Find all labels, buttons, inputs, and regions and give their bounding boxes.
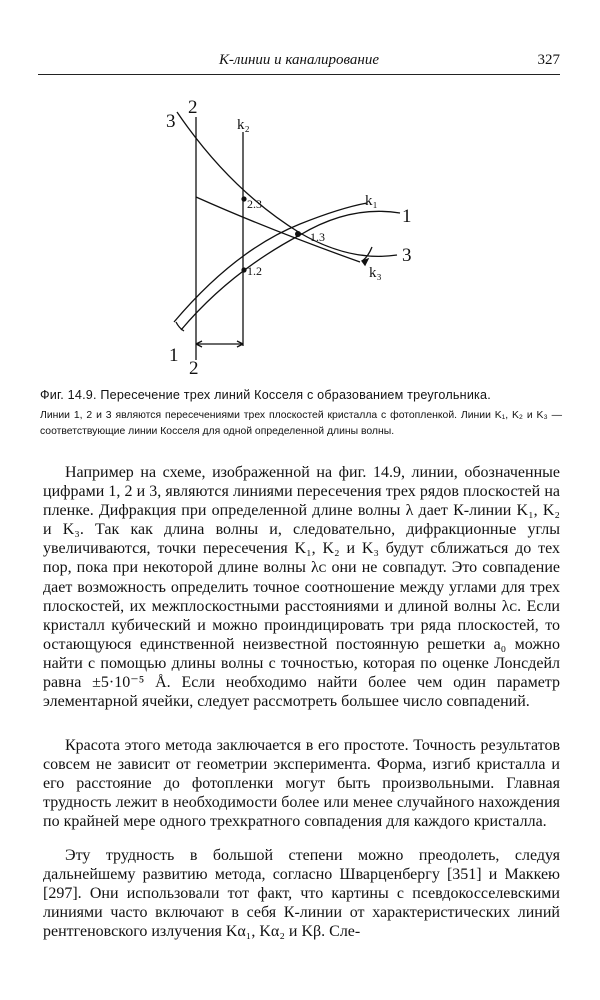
page-number: 327 <box>537 52 560 68</box>
label-line1-bottom: 1 <box>169 345 179 366</box>
label-k2: k₂ <box>237 117 250 133</box>
label-line2-bottom: 2 <box>189 358 199 379</box>
label-line3-right: 3 <box>402 245 412 266</box>
paragraph-1-text: Например на схеме, изображенной на фиг. 14.9, линии, обозначенные цифрами 1, 2 и 3, являются линиями пересечения трех рядов плоскостей на пленке. Дифракция при определенной длине волны λ дает К-линии K₁, K₂ и K₃. Так как длина волны и, следовательно, дифракционные углы увеличиваются, точки пересечения K₁, K₂ и K₃ будут сближаться до тех пор, пока при некоторой длине волны λᴄ они не совпадут. Это совпадение дает возможность определить точное соотношение между углами для трех плоскостей, их межплоскостными расстояниями и длиной волны λᴄ. Если кристалл кубический и можно проиндицировать три ряда плоскостей, то остающуюся единственной неизвестной постоянную решетки a₀ можно найти с помощью длины волны с точностью, которая по оценке Лонсдейл равна ±5·10⁻⁵ Å. Если необходимо найти более чем один параметр элементарной ячейки, следует рассмотреть большее число совпадений. <box>43 464 560 711</box>
figure-caption-title: Фиг. 14.9. Пересечение трех линий Косселя с образованием треугольника. <box>40 388 491 402</box>
label-k3: k₃ <box>369 265 382 281</box>
paragraph-3 <box>43 846 560 941</box>
paragraph-2-text: Красота этого метода заключается в его простоте. Точность результатов совсем не зависит от геометрии эксперимента. Форма, изгиб кристалла и его расстояние до фотопленки могут быть произвольными. Главная трудность лежит в необходимости более или менее случайного нахождения по крайней мере одного трехкратного совпадения для каждого кристалла. <box>43 737 560 831</box>
running-title: К-линии и каналирование <box>218 52 380 68</box>
label-k1: k₁ <box>365 193 378 209</box>
label-line3-top: 3 <box>166 111 176 132</box>
line-1 <box>181 211 400 330</box>
figure-caption-description: Линии 1, 2 и 3 являются пересечениями трех плоскостей кристалла с фотопленкой. Линии K₁, K₂ и K₃ — соответствующие линии Косселя для одной определенной длины волны. <box>40 410 562 437</box>
arrow-k1-1 <box>176 322 184 331</box>
label-point-2-3: 2.3 <box>247 197 262 211</box>
label-point-1-2: 1.2 <box>247 264 262 278</box>
paragraph-1 <box>43 463 560 711</box>
label-point-1-3: 1.3 <box>310 230 325 244</box>
line-k3 <box>196 197 360 262</box>
point-1-3 <box>295 231 301 237</box>
paragraph-3-text: Эту трудность в большой степени можно преодолеть, следуя дальнейшему развитию метода, согласно Шварценбергу [351] и Маккею [297]. Они использовали тот факт, что картины с псевдокосселевскими линиями часто включают в себя К-линии от характеристических линий рентгеновского излучения Kα₁, Kα₂ и Kβ. Сле- <box>43 847 560 941</box>
label-line1-right: 1 <box>402 206 412 227</box>
paragraph-2 <box>43 736 560 831</box>
line-k1 <box>174 203 367 322</box>
label-line2-top: 2 <box>188 97 198 118</box>
kossel-diagram <box>0 0 600 380</box>
point-2-3 <box>241 196 246 201</box>
point-1-2 <box>241 267 246 272</box>
